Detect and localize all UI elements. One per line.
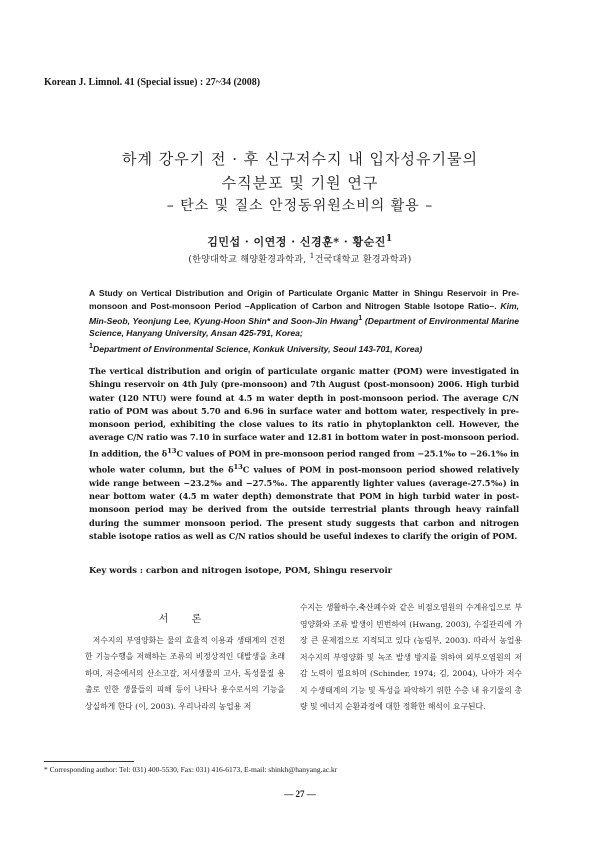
title-line-2: 수직분포 및 기원 연구	[221, 174, 379, 192]
body-left-text: 저수지의 부영양화는 물의 효율적 이용과 생태계의 건전한 기능수행을 저해하는 조류의 비정상적인 대발생을 초래하며, 저층에서의 산소고갈, 저서생물의 고사, 독성물질 용출로 인한 생물들의 피해 등이 나타나 용수로서의 기능을 상실하게 한다 (이, 2003). 우리나라의 농업용 저	[85, 635, 285, 711]
body-left-column	[85, 612, 285, 715]
affiliation-part-1: (한양대학교 해양환경과학과,	[188, 255, 310, 265]
body-right-column: 수지는 생활하수,축산폐수와 같은 비점오염원의 수계유입으로 부영양화와 조류 발생이 빈번하여 (Hwang, 2003), 수질관리에 가장 큰 문제점으로 지적되고 있다 (농림부, 2003). 따라서 농업용 저수지의 부영양화 및 녹조 발생 방지를 위하여 외부오염원의 저감 노력이 필요하며 (Schinder, 1974; 김, 2004), 나아가 저수지 수생태계의 기능 및 특성을 파악하기 위한 수층 내 유기물의 총량 및 에너지 순환과정에 대한 정확한 해석이 요구된다.	[300, 603, 522, 711]
affiliation-part-2: 건국대학교 환경과학과)	[314, 255, 412, 265]
english-title: A Study on Vertical Distribution and Origin of Particulate Organic Matter in Shingu Reservoir in Pre-monsoon and Post-monsoon Period –Application of Carbon and Nitrogen Stable Isotope Ratio–.	[89, 288, 519, 311]
title-line-1: 하계 강우기 전 · 후 신구저수지 내 입자성유기물의	[122, 150, 478, 168]
isotope-13-a: 13	[167, 446, 177, 455]
english-title-block	[89, 287, 519, 355]
isotope-13-b: 13	[233, 462, 243, 471]
page-number: — 27 —	[284, 789, 316, 799]
english-author-marker: 1	[358, 314, 363, 322]
delta-symbol-b: δ	[228, 464, 234, 475]
korean-affiliation	[60, 251, 540, 265]
abstract-part-1: The vertical distribution and origin of particulate organic matter (POM) were investigated in Shingu reservoir on 4th July (pre-monsoon) and 7th August (post-monsoon) 2006. High turbid water (120 NTU) were found at 4.5 m water depth in post-monsoon period. The average C/N ratio of POM was about 5.70 and 6.96 in surface water and bottom water, respectively in pre-monsoon period, exhibiting the close values to its ratio in phytoplankton cell. However, the average C/N ratio was 7.10 in surface water and 12.81 in bottom water in post-monsoon period. In addition, the	[89, 366, 519, 459]
section-heading-introduction: 서 론	[158, 614, 212, 625]
english-affil-marker: 1	[89, 341, 93, 350]
english-affiliation-1: (Department of Environmental Marine Science, Hanyang University, Ansan 425-791, Korea;	[89, 315, 520, 339]
corresponding-author-footnote: * Corresponding author: Tel: 031) 400-5530, Fax: 031) 416-6173, E-mail: shinkh@hanyang.ac.kr	[44, 765, 338, 774]
english-authors: Kim, Min-Seob, Yeonjung Lee, Kyung-Hoon Shin* and Soon-Jin Hwang	[89, 300, 519, 326]
journal-citation: Korean J. Limnol. 41 (Special issue) : 27~34 (2008)	[44, 77, 261, 88]
abstract	[89, 365, 519, 543]
subtitle-line: – 탄소 및 질소 안정동위원소비의 활용 –	[166, 198, 434, 214]
author-affil-marker: 1	[385, 233, 393, 244]
footnote-rule	[44, 761, 134, 762]
korean-author-names: 김민섭 · 이연정 · 신경훈* · 황순진	[207, 235, 386, 249]
abstract-part-3: C values of POM in post-monsoon period showed relatively wide range between −23.2‰ and −27.5‰. The apparently lighter values (average-27.5‰) in near bottom water (4.5 m water depth) demonstrate that POM in high turbid water in post-monsoon period may be derived from the outside terrestrial plants through heavy rainfall during the summer monsoon period. The present study suggests that carbon and nitrogen stable isotope ratios as well as C/N ratios should be useful indexes to clarify the origin of POM.	[89, 464, 520, 542]
delta-symbol-a: δ	[161, 448, 168, 459]
korean-authors	[60, 233, 540, 250]
affiliation-marker: 1	[309, 251, 315, 260]
korean-title	[60, 147, 540, 217]
english-affiliation-2: Department of Environmental Science, Konkuk University, Seoul 143-701, Korea)	[92, 343, 423, 354]
abstract-part-2: C values of POM in pre-monsoon period ranged from −25.1‰ to −26.1‰ in whole water column, but the	[89, 448, 519, 475]
keywords: Key words : carbon and nitrogen isotope, POM, Shingu reservoir	[89, 565, 393, 575]
